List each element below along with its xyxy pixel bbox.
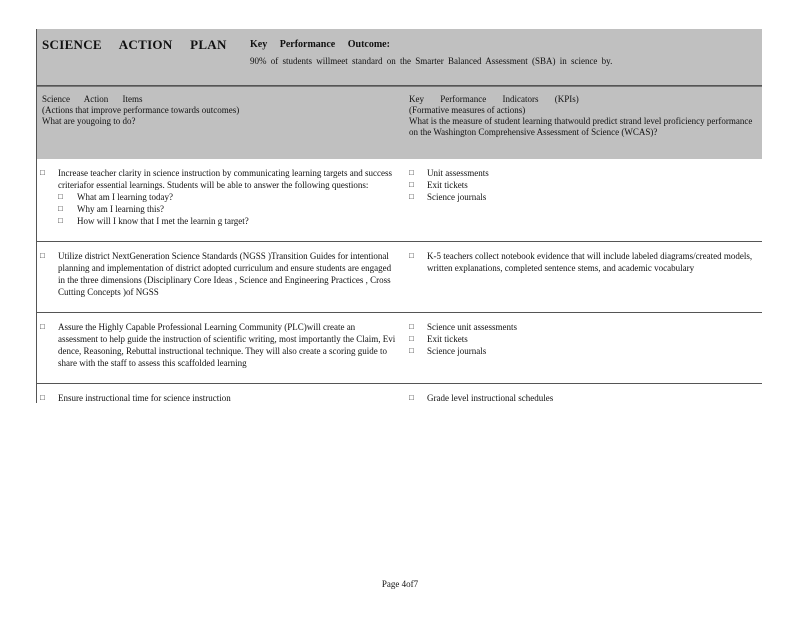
kpi-cell xyxy=(409,392,754,404)
checkbox-icon: □ xyxy=(409,180,414,189)
list-item xyxy=(409,167,754,179)
list-item xyxy=(58,191,396,203)
kpi-text: Science journals xyxy=(427,192,487,202)
action-cell xyxy=(40,321,396,369)
kpi-text: Science journals xyxy=(427,346,487,356)
action-text: Assure the Highly Capable Professional Learning Community (PLC)will create an assessment to help guide the instruction of scientific writing, most importantly the Claim, Evi dence, Reasoning, Rebuttal instructional technique. They will also create a scoring guide to share with the staff to assess this scaffolded learning xyxy=(58,322,396,368)
list-item xyxy=(409,250,754,274)
list-item xyxy=(40,392,396,404)
page-number: Page 4of7 xyxy=(381,579,419,589)
table-row xyxy=(36,242,762,313)
list-item xyxy=(409,191,754,203)
question-list xyxy=(58,191,396,227)
list-item xyxy=(409,345,754,357)
kpi-text: Exit tickets xyxy=(427,180,468,190)
checkbox-icon: □ xyxy=(409,334,414,343)
checkbox-icon: □ xyxy=(409,251,414,260)
kpi-text: Science unit assessments xyxy=(427,322,517,332)
key-performance-outcome-label: Key Performance Outcome: xyxy=(250,39,390,50)
checkbox-icon: □ xyxy=(40,251,45,260)
action-text: Utilize district NextGeneration Science Standards (NGSS )Transition Guides for intentional planning and implementation of district adopted curriculum and ensure students are engaged in the three dimensions (Disciplinary Core Ideas , Science and Engineering Practices , Cross Cutting Concepts )of NGSS xyxy=(58,251,392,297)
question-text: How will I know that I met the learnin g target? xyxy=(77,216,249,226)
checkbox-icon: □ xyxy=(409,322,414,331)
kpi-text: Grade level instructional schedules xyxy=(427,393,554,403)
action-items-title: Science Action Items xyxy=(42,94,143,104)
action-plan-table xyxy=(36,29,762,410)
plan-header xyxy=(36,29,762,86)
action-items-header xyxy=(42,94,392,127)
kpi-cell xyxy=(409,250,754,274)
kpi-text: K-5 teachers collect notebook evidence that will include labeled diagrams/created models, written explanations, completed sentence stems, and academic vocabulary xyxy=(427,251,753,273)
kpi-text: Exit tickets xyxy=(427,334,468,344)
action-text: Increase teacher clarity in science instruction by communicating learning targets and success criteriafor essential learnings. Students will be able to answer the following questions: xyxy=(58,168,392,190)
table-left-border xyxy=(36,29,37,403)
question-text: What am I learning today? xyxy=(77,192,173,202)
list-item xyxy=(409,392,754,404)
checkbox-icon: □ xyxy=(409,393,414,402)
checkbox-icon: □ xyxy=(58,204,63,213)
action-cell xyxy=(40,392,396,404)
checkbox-icon: □ xyxy=(409,168,414,177)
list-item xyxy=(40,250,396,298)
checkbox-icon: □ xyxy=(40,393,45,402)
key-performance-outcome-value: 90% of students willmeet standard on the Smarter Balanced Assessment (SBA) in science by. xyxy=(250,56,613,66)
action-items-question: What are yougoing to do? xyxy=(42,116,136,126)
checkbox-icon: □ xyxy=(409,346,414,355)
list-item xyxy=(409,179,754,191)
table-row xyxy=(36,384,762,410)
table-row xyxy=(36,159,762,242)
list-item xyxy=(409,333,754,345)
list-item xyxy=(40,167,396,191)
question-text: Why am I learning this? xyxy=(77,204,164,214)
checkbox-icon: □ xyxy=(58,192,63,201)
plan-title: SCIENCE ACTION PLAN xyxy=(42,37,227,52)
checkbox-icon: □ xyxy=(40,168,45,177)
kpi-question: What is the measure of student learning thatwould predict strand level proficiency performance on the Washington Comprehensive Assessment of Science (WCAS)? xyxy=(409,116,753,137)
action-items-subtitle: (Actions that improve performance towards outcomes) xyxy=(42,105,240,115)
kpi-cell xyxy=(409,167,754,203)
action-cell xyxy=(40,167,396,227)
list-item xyxy=(409,321,754,333)
kpi-cell xyxy=(409,321,754,357)
checkbox-icon: □ xyxy=(409,192,414,201)
kpi-header xyxy=(409,94,754,138)
checkbox-icon: □ xyxy=(58,216,63,225)
checkbox-icon: □ xyxy=(40,322,45,331)
kpi-title: Key Performance Indicators (KPIs) xyxy=(409,94,579,104)
table-row xyxy=(36,313,762,384)
list-item xyxy=(58,203,396,215)
list-item xyxy=(40,321,396,369)
kpi-subtitle: (Formative measures of actions) xyxy=(409,105,526,115)
list-item xyxy=(58,215,396,227)
column-headers xyxy=(36,86,762,159)
kpi-text: Unit assessments xyxy=(427,168,489,178)
action-cell xyxy=(40,250,396,298)
action-text: Ensure instructional time for science instruction xyxy=(58,393,231,403)
